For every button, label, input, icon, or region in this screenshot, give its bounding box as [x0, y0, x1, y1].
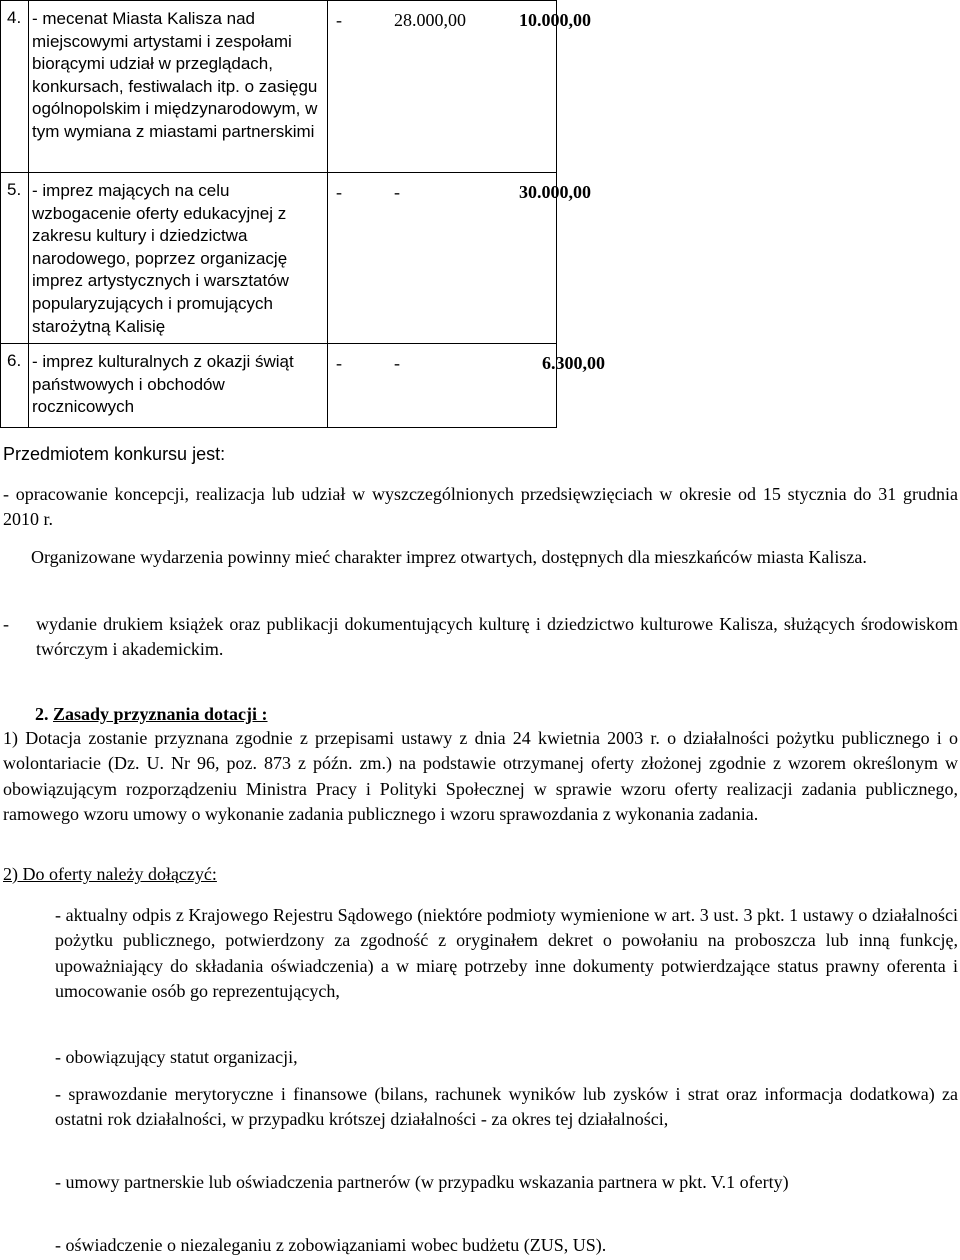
- subject-item-2: [3, 612, 958, 663]
- section-number: 2.: [35, 704, 49, 724]
- attachment-item: - oświadczenie o niezaleganiu z zobowiązaniami wobec budżetu (ZUS, US).: [55, 1235, 607, 1255]
- rule-2-heading: 2) Do oferty należy dołączyć:: [3, 864, 217, 884]
- amount-col3: 10.000,00: [519, 10, 591, 30]
- row-number: 5.: [7, 180, 22, 199]
- attachment-item: - aktualny odpis z Krajowego Rejestru Sądowego (niektóre podmioty wymienione w art. 3 ust. 3 pkt. 1 ustawy o działalności pożytku publicznego, potwierdzony za zgodność z oryginałem dekret o powołaniu na proboszcza lub inną funkcję, upoważniający do składania oświadczenia) a w miarę potrzeby inne dokumenty potwierdzające status prawny oferenta i umocowanie osób go reprezentujących,: [55, 905, 958, 1002]
- table-row: [1, 344, 557, 428]
- amount-col2: -: [394, 182, 400, 202]
- amount-col1: -: [336, 10, 342, 30]
- table-row: [1, 1, 557, 173]
- attachment-item: - obowiązujący statut organizacji,: [55, 1047, 298, 1067]
- row-number: 4.: [7, 8, 22, 27]
- amount-col2: 28.000,00: [394, 10, 466, 30]
- grants-table: [0, 0, 605, 428]
- row-description: - imprez kulturalnych z okazji świąt państwowych i obchodów rocznicowych: [32, 352, 294, 417]
- subject-item-1-note: Organizowane wydarzenia powinny mieć charakter imprez otwartych, dostępnych dla mieszkańców miasta Kalisza.: [31, 547, 867, 567]
- row-number: 6.: [7, 351, 22, 371]
- rule-1: 1) Dotacja zostanie przyznana zgodnie z przepisami ustawy z dnia 24 kwietnia 2003 r. o działalności pożytku publicznego i o wolontariacie (Dz. U. Nr 96, poz. 873 z późn. zm.) na podstawie otrzymanej oferty złożonej zgodnie z wzorem określonym w obowiązującym rozporządzeniu Ministra Pracy i Polityki Społecznej w sprawie wzoru oferty realizacji zadania publicznego, ramowego wzoru umowy o wykonanie zadania publicznego i wzoru sprawozdania z wykonania zadania.: [3, 728, 958, 825]
- attachment-item: - umowy partnerskie lub oświadczenia partnerów (w przypadku wskazania partnera w pkt. V.1 oferty): [55, 1172, 789, 1192]
- list-dash: -: [3, 614, 9, 634]
- amount-col3: 30.000,00: [519, 182, 591, 202]
- row-description: - mecenat Miasta Kalisza nad miejscowymi artystami i zespołami biorącymi udział w przeglądach, konkursach, festiwalach itp. o zasięgu ogólnopolskim i międzynarodowym, w tym wymiana z miastami partnerskimi: [32, 9, 318, 141]
- attachment-item: - sprawozdanie merytoryczne i finansowe (bilans, rachunek wyników lub zysków i strat oraz informacja dodatkowa) za ostatni rok działalności, w przypadku krótszej działalności - za okres tej działalności,: [55, 1084, 958, 1130]
- amount-col3: 6.300,00: [542, 353, 605, 374]
- amount-col1: -: [336, 353, 342, 374]
- row-description: - imprez mających na celu wzbogacenie oferty edukacyjnej z zakresu kultury i dziedzictwa narodowego, poprzez organizację imprez artystycznych i warsztatów popularyzujących i promujących starożytną Kalisię: [32, 181, 289, 336]
- table-row: [1, 173, 557, 344]
- section-heading: [35, 704, 268, 725]
- amount-col2: -: [394, 353, 400, 374]
- section-title: Zasady przyznania dotacji :: [53, 704, 268, 724]
- amount-col1: -: [336, 182, 342, 202]
- subject-lead: Przedmiotem konkursu jest:: [3, 444, 226, 464]
- subject-item-2-text: wydanie drukiem książek oraz publikacji dokumentujących kulturę i dziedzictwo kulturowe Kalisza, służących środowiskom twórczym i akademickim.: [36, 614, 958, 660]
- subject-item-1: - opracowanie koncepcji, realizacja lub udział w wyszczególnionych przedsięwzięciach w okresie od 15 stycznia do 31 grudnia 2010 r.: [3, 484, 958, 530]
